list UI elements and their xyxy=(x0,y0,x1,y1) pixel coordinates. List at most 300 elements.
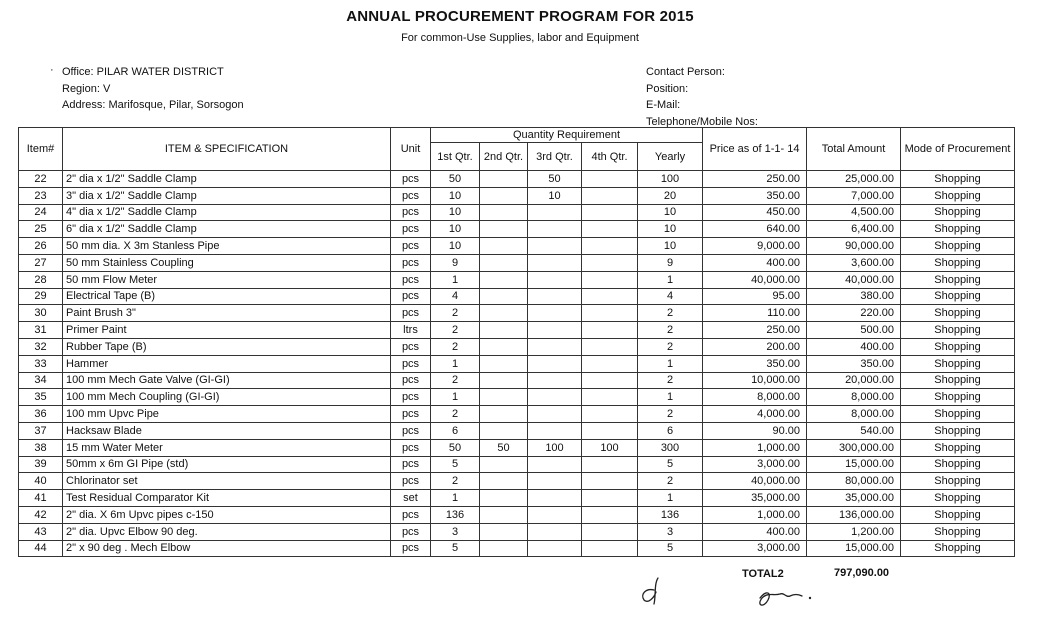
cell-q3 xyxy=(528,221,582,238)
cell-unit: set xyxy=(391,490,431,507)
cell-item: 31 xyxy=(19,322,63,339)
cell-item: 36 xyxy=(19,406,63,423)
cell-item: 25 xyxy=(19,221,63,238)
cell-q1: 10 xyxy=(431,187,480,204)
cell-q1: 5 xyxy=(431,540,480,557)
cell-total: 90,000.00 xyxy=(807,238,901,255)
cell-yearly: 2 xyxy=(638,305,703,322)
table-row xyxy=(19,422,1015,439)
cell-item: 41 xyxy=(19,490,63,507)
cell-spec: 2" dia. Upvc Elbow 90 deg. xyxy=(63,523,391,540)
cell-q4 xyxy=(582,254,638,271)
table-row xyxy=(19,305,1015,322)
cell-yearly: 1 xyxy=(638,355,703,372)
cell-yearly: 10 xyxy=(638,204,703,221)
cell-price: 95.00 xyxy=(703,288,807,305)
cell-q1: 10 xyxy=(431,221,480,238)
table-row xyxy=(19,473,1015,490)
table-row xyxy=(19,389,1015,406)
cell-q4 xyxy=(582,271,638,288)
cell-q1: 50 xyxy=(431,439,480,456)
cell-spec: 50 mm Flow Meter xyxy=(63,271,391,288)
table-row xyxy=(19,204,1015,221)
cell-spec: 50 mm dia. X 3m Stanless Pipe xyxy=(63,238,391,255)
table-body xyxy=(19,171,1015,557)
cell-q2 xyxy=(480,473,528,490)
cell-q2 xyxy=(480,305,528,322)
header-unit: Unit xyxy=(391,128,431,171)
email-line: E-Mail: xyxy=(646,99,681,111)
cell-q2 xyxy=(480,490,528,507)
cell-q2 xyxy=(480,540,528,557)
cell-spec: 15 mm Water Meter xyxy=(63,439,391,456)
cell-q2 xyxy=(480,506,528,523)
cell-yearly: 20 xyxy=(638,187,703,204)
cell-q4 xyxy=(582,221,638,238)
cell-q1: 4 xyxy=(431,288,480,305)
cell-q3 xyxy=(528,422,582,439)
cell-item: 34 xyxy=(19,372,63,389)
cell-mode: Shopping xyxy=(901,322,1015,339)
table-row xyxy=(19,540,1015,557)
cell-price: 1,000.00 xyxy=(703,439,807,456)
cell-unit: pcs xyxy=(391,523,431,540)
header-mode: Mode of Procurement xyxy=(901,128,1015,171)
cell-yearly: 2 xyxy=(638,473,703,490)
contact-info xyxy=(646,64,758,130)
cell-price: 400.00 xyxy=(703,254,807,271)
cell-q4 xyxy=(582,422,638,439)
table-row xyxy=(19,221,1015,238)
cell-q1: 5 xyxy=(431,456,480,473)
cell-yearly: 1 xyxy=(638,389,703,406)
cell-q4 xyxy=(582,456,638,473)
cell-q4 xyxy=(582,238,638,255)
cell-spec: 100 mm Upvc Pipe xyxy=(63,406,391,423)
cell-unit: pcs xyxy=(391,473,431,490)
cell-total: 220.00 xyxy=(807,305,901,322)
cell-item: 38 xyxy=(19,439,63,456)
cell-spec: Electrical Tape (B) xyxy=(63,288,391,305)
cell-q2 xyxy=(480,254,528,271)
cell-total: 8,000.00 xyxy=(807,389,901,406)
cell-price: 3,000.00 xyxy=(703,456,807,473)
cell-q2 xyxy=(480,355,528,372)
cell-item: 42 xyxy=(19,506,63,523)
cell-q1: 2 xyxy=(431,406,480,423)
cell-q2 xyxy=(480,288,528,305)
contact-person-line: Contact Person: xyxy=(646,66,725,78)
table-row xyxy=(19,271,1015,288)
cell-yearly: 10 xyxy=(638,238,703,255)
page-title: ANNUAL PROCUREMENT PROGRAM FOR 2015 xyxy=(346,8,694,25)
bullet-mark: · xyxy=(50,64,54,76)
cell-q3 xyxy=(528,456,582,473)
cell-spec: 50mm x 6m GI Pipe (std) xyxy=(63,456,391,473)
cell-q3 xyxy=(528,506,582,523)
cell-mode: Shopping xyxy=(901,338,1015,355)
cell-yearly: 100 xyxy=(638,171,703,188)
cell-spec: 100 mm Mech Gate Valve (GI-GI) xyxy=(63,372,391,389)
header-spec: ITEM & SPECIFICATION xyxy=(63,128,391,171)
cell-q3: 50 xyxy=(528,171,582,188)
cell-q3: 10 xyxy=(528,187,582,204)
cell-item: 32 xyxy=(19,338,63,355)
cell-mode: Shopping xyxy=(901,187,1015,204)
initial-signature-icon xyxy=(636,574,670,610)
cell-item: 33 xyxy=(19,355,63,372)
cell-q3 xyxy=(528,355,582,372)
cell-unit: pcs xyxy=(391,305,431,322)
cell-item: 40 xyxy=(19,473,63,490)
cell-q2 xyxy=(480,422,528,439)
cell-total: 500.00 xyxy=(807,322,901,339)
header-item-no: Item# xyxy=(19,128,63,171)
cell-total: 300,000.00 xyxy=(807,439,901,456)
cell-q1: 2 xyxy=(431,338,480,355)
cell-yearly: 5 xyxy=(638,456,703,473)
cell-q2 xyxy=(480,187,528,204)
telephone-line: Telephone/Mobile Nos: xyxy=(646,115,758,128)
cell-q3 xyxy=(528,523,582,540)
cell-price: 8,000.00 xyxy=(703,389,807,406)
cell-unit: pcs xyxy=(391,439,431,456)
signature-icon xyxy=(752,584,822,612)
cell-q2 xyxy=(480,456,528,473)
cell-total: 40,000.00 xyxy=(807,271,901,288)
cell-spec: 2" dia x 1/2" Saddle Clamp xyxy=(63,171,391,188)
table-row xyxy=(19,506,1015,523)
office-line: Office: PILAR WATER DISTRICT xyxy=(62,66,224,78)
cell-q4 xyxy=(582,523,638,540)
cell-spec: Primer Paint xyxy=(63,322,391,339)
cell-spec: Hammer xyxy=(63,355,391,372)
cell-q4 xyxy=(582,473,638,490)
cell-q2 xyxy=(480,204,528,221)
table-row xyxy=(19,187,1015,204)
cell-unit: ltrs xyxy=(391,322,431,339)
cell-price: 110.00 xyxy=(703,305,807,322)
cell-q4 xyxy=(582,355,638,372)
cell-price: 9,000.00 xyxy=(703,238,807,255)
cell-q3 xyxy=(528,389,582,406)
cell-q3 xyxy=(528,238,582,255)
cell-q1: 10 xyxy=(431,204,480,221)
table-row xyxy=(19,355,1015,372)
cell-total: 1,200.00 xyxy=(807,523,901,540)
table-row xyxy=(19,372,1015,389)
cell-q4 xyxy=(582,322,638,339)
cell-yearly: 2 xyxy=(638,372,703,389)
header-yearly: Yearly xyxy=(638,143,703,171)
cell-q2 xyxy=(480,171,528,188)
cell-spec: 4" dia x 1/2" Saddle Clamp xyxy=(63,204,391,221)
table-row xyxy=(19,322,1015,339)
table-row xyxy=(19,406,1015,423)
header-total: Total Amount xyxy=(807,128,901,171)
cell-q4 xyxy=(582,288,638,305)
cell-mode: Shopping xyxy=(901,288,1015,305)
cell-mode: Shopping xyxy=(901,540,1015,557)
cell-q1: 6 xyxy=(431,422,480,439)
table-row xyxy=(19,490,1015,507)
cell-item: 24 xyxy=(19,204,63,221)
cell-item: 28 xyxy=(19,271,63,288)
cell-spec: Chlorinator set xyxy=(63,473,391,490)
cell-price: 200.00 xyxy=(703,338,807,355)
cell-unit: pcs xyxy=(391,238,431,255)
cell-unit: pcs xyxy=(391,221,431,238)
cell-mode: Shopping xyxy=(901,389,1015,406)
cell-q1: 3 xyxy=(431,523,480,540)
cell-q1: 10 xyxy=(431,238,480,255)
table-row xyxy=(19,456,1015,473)
cell-q2 xyxy=(480,322,528,339)
cell-mode: Shopping xyxy=(901,422,1015,439)
cell-item: 26 xyxy=(19,238,63,255)
region-line: Region: V xyxy=(62,82,111,95)
cell-unit: pcs xyxy=(391,204,431,221)
cell-q4 xyxy=(582,540,638,557)
cell-mode: Shopping xyxy=(901,490,1015,507)
cell-q4 xyxy=(582,372,638,389)
cell-q3 xyxy=(528,540,582,557)
cell-q3 xyxy=(528,372,582,389)
cell-price: 90.00 xyxy=(703,422,807,439)
header-q4: 4th Qtr. xyxy=(582,143,638,171)
cell-total: 6,400.00 xyxy=(807,221,901,238)
page-subtitle: For common-Use Supplies, labor and Equipment xyxy=(401,32,639,44)
cell-unit: pcs xyxy=(391,187,431,204)
cell-spec: 2" dia. X 6m Upvc pipes c-150 xyxy=(63,506,391,523)
cell-yearly: 1 xyxy=(638,271,703,288)
cell-q3 xyxy=(528,288,582,305)
cell-spec: 50 mm Stainless Coupling xyxy=(63,254,391,271)
header-q1: 1st Qtr. xyxy=(431,143,480,171)
cell-item: 39 xyxy=(19,456,63,473)
cell-q4 xyxy=(582,490,638,507)
cell-q3 xyxy=(528,254,582,271)
cell-spec: 2" x 90 deg . Mech Elbow xyxy=(63,540,391,557)
cell-unit: pcs xyxy=(391,254,431,271)
cell-q3 xyxy=(528,473,582,490)
cell-q4 xyxy=(582,187,638,204)
cell-yearly: 6 xyxy=(638,422,703,439)
cell-unit: pcs xyxy=(391,372,431,389)
cell-mode: Shopping xyxy=(901,406,1015,423)
procurement-table xyxy=(18,127,1015,557)
cell-q3 xyxy=(528,305,582,322)
cell-item: 43 xyxy=(19,523,63,540)
cell-total: 136,000.00 xyxy=(807,506,901,523)
cell-total: 8,000.00 xyxy=(807,406,901,423)
cell-yearly: 300 xyxy=(638,439,703,456)
cell-yearly: 136 xyxy=(638,506,703,523)
cell-total: 7,000.00 xyxy=(807,187,901,204)
cell-item: 44 xyxy=(19,540,63,557)
cell-q1: 1 xyxy=(431,490,480,507)
cell-yearly: 3 xyxy=(638,523,703,540)
cell-q2 xyxy=(480,238,528,255)
cell-price: 40,000.00 xyxy=(703,473,807,490)
cell-q4 xyxy=(582,171,638,188)
cell-q2: 50 xyxy=(480,439,528,456)
header-quantity-requirement: Quantity Requirement xyxy=(431,128,703,143)
total-value: 797,090.00 xyxy=(834,567,890,579)
cell-q1: 2 xyxy=(431,473,480,490)
cell-item: 37 xyxy=(19,422,63,439)
table-row xyxy=(19,238,1015,255)
cell-total: 25,000.00 xyxy=(807,171,901,188)
cell-yearly: 2 xyxy=(638,406,703,423)
cell-item: 22 xyxy=(19,171,63,188)
cell-unit: pcs xyxy=(391,288,431,305)
cell-price: 250.00 xyxy=(703,171,807,188)
cell-q3 xyxy=(528,204,582,221)
cell-unit: pcs xyxy=(391,338,431,355)
cell-price: 350.00 xyxy=(703,187,807,204)
cell-total: 80,000.00 xyxy=(807,473,901,490)
cell-price: 350.00 xyxy=(703,355,807,372)
cell-q1: 2 xyxy=(431,372,480,389)
cell-q4 xyxy=(582,204,638,221)
table-row xyxy=(19,288,1015,305)
cell-price: 640.00 xyxy=(703,221,807,238)
cell-q3 xyxy=(528,490,582,507)
cell-q4 xyxy=(582,506,638,523)
cell-total: 380.00 xyxy=(807,288,901,305)
cell-unit: pcs xyxy=(391,406,431,423)
cell-q3 xyxy=(528,338,582,355)
cell-total: 20,000.00 xyxy=(807,372,901,389)
cell-q2 xyxy=(480,221,528,238)
cell-price: 400.00 xyxy=(703,523,807,540)
cell-q1: 2 xyxy=(431,322,480,339)
cell-total: 350.00 xyxy=(807,355,901,372)
cell-q1: 136 xyxy=(431,506,480,523)
cell-spec: Paint Brush 3" xyxy=(63,305,391,322)
cell-total: 4,500.00 xyxy=(807,204,901,221)
cell-q2 xyxy=(480,372,528,389)
cell-q1: 1 xyxy=(431,271,480,288)
table-row xyxy=(19,439,1015,456)
cell-q3 xyxy=(528,271,582,288)
cell-q1: 2 xyxy=(431,305,480,322)
address-line: Address: Marifosque, Pilar, Sorsogon xyxy=(62,99,244,111)
cell-item: 35 xyxy=(19,389,63,406)
cell-q4: 100 xyxy=(582,439,638,456)
cell-total: 15,000.00 xyxy=(807,540,901,557)
position-line: Position: xyxy=(646,82,689,95)
table-row xyxy=(19,254,1015,271)
cell-q2 xyxy=(480,271,528,288)
cell-q1: 9 xyxy=(431,254,480,271)
table-row xyxy=(19,171,1015,188)
cell-total: 15,000.00 xyxy=(807,456,901,473)
cell-unit: pcs xyxy=(391,506,431,523)
cell-price: 250.00 xyxy=(703,322,807,339)
cell-yearly: 2 xyxy=(638,322,703,339)
cell-mode: Shopping xyxy=(901,271,1015,288)
cell-item: 27 xyxy=(19,254,63,271)
cell-q4 xyxy=(582,338,638,355)
cell-yearly: 1 xyxy=(638,490,703,507)
cell-unit: pcs xyxy=(391,171,431,188)
cell-yearly: 5 xyxy=(638,540,703,557)
cell-yearly: 2 xyxy=(638,338,703,355)
cell-spec: 100 mm Mech Coupling (GI-GI) xyxy=(63,389,391,406)
total-label: TOTAL2 xyxy=(742,568,784,580)
cell-q4 xyxy=(582,305,638,322)
cell-mode: Shopping xyxy=(901,254,1015,271)
cell-unit: pcs xyxy=(391,389,431,406)
cell-q1: 1 xyxy=(431,355,480,372)
cell-mode: Shopping xyxy=(901,523,1015,540)
cell-unit: pcs xyxy=(391,456,431,473)
cell-price: 35,000.00 xyxy=(703,490,807,507)
cell-item: 29 xyxy=(19,288,63,305)
cell-price: 1,000.00 xyxy=(703,506,807,523)
cell-total: 3,600.00 xyxy=(807,254,901,271)
cell-mode: Shopping xyxy=(901,305,1015,322)
cell-mode: Shopping xyxy=(901,171,1015,188)
header-price: Price as of 1-1- 14 xyxy=(703,128,807,171)
cell-q3 xyxy=(528,322,582,339)
cell-mode: Shopping xyxy=(901,473,1015,490)
header-q2: 2nd Qtr. xyxy=(480,143,528,171)
cell-item: 30 xyxy=(19,305,63,322)
cell-mode: Shopping xyxy=(901,221,1015,238)
cell-q2 xyxy=(480,523,528,540)
cell-yearly: 4 xyxy=(638,288,703,305)
cell-spec: 6" dia x 1/2" Saddle Clamp xyxy=(63,221,391,238)
cell-price: 40,000.00 xyxy=(703,271,807,288)
cell-unit: pcs xyxy=(391,355,431,372)
cell-spec: 3" dia x 1/2" Saddle Clamp xyxy=(63,187,391,204)
cell-unit: pcs xyxy=(391,271,431,288)
cell-total: 35,000.00 xyxy=(807,490,901,507)
cell-unit: pcs xyxy=(391,422,431,439)
cell-total: 540.00 xyxy=(807,422,901,439)
cell-price: 3,000.00 xyxy=(703,540,807,557)
cell-spec: Rubber Tape (B) xyxy=(63,338,391,355)
cell-mode: Shopping xyxy=(901,355,1015,372)
cell-item: 23 xyxy=(19,187,63,204)
header-q3: 3rd Qtr. xyxy=(528,143,582,171)
cell-q3: 100 xyxy=(528,439,582,456)
cell-price: 450.00 xyxy=(703,204,807,221)
cell-yearly: 9 xyxy=(638,254,703,271)
cell-price: 4,000.00 xyxy=(703,406,807,423)
cell-total: 400.00 xyxy=(807,338,901,355)
cell-q2 xyxy=(480,406,528,423)
table-row xyxy=(19,523,1015,540)
cell-q2 xyxy=(480,338,528,355)
office-info xyxy=(62,64,244,114)
cell-q3 xyxy=(528,406,582,423)
cell-q1: 50 xyxy=(431,171,480,188)
cell-q4 xyxy=(582,406,638,423)
cell-mode: Shopping xyxy=(901,439,1015,456)
cell-mode: Shopping xyxy=(901,204,1015,221)
cell-q4 xyxy=(582,389,638,406)
cell-unit: pcs xyxy=(391,540,431,557)
cell-yearly: 10 xyxy=(638,221,703,238)
table-row xyxy=(19,338,1015,355)
cell-q1: 1 xyxy=(431,389,480,406)
cell-mode: Shopping xyxy=(901,238,1015,255)
cell-q2 xyxy=(480,389,528,406)
